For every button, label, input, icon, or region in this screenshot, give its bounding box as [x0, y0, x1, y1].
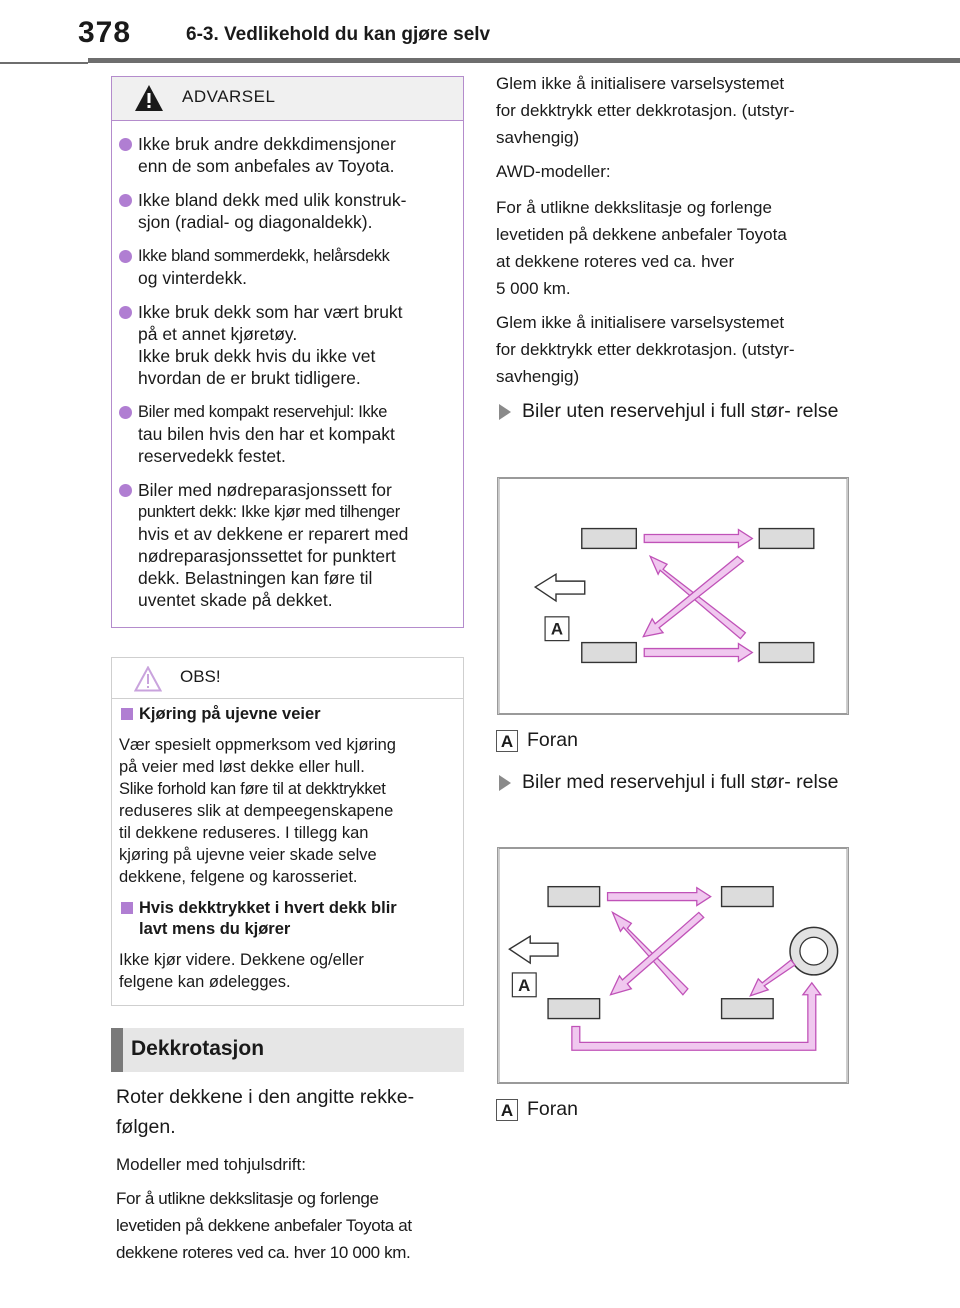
rotation-intro — [116, 1082, 466, 1142]
text-line: hvis et av dekkene er reparert med — [138, 524, 409, 544]
key-a-badge: A — [496, 1099, 518, 1121]
bullet-dot-icon — [119, 306, 132, 319]
text-line: Hvis dekktrykket i hvert dekk blir — [139, 899, 397, 917]
case-marker-icon — [499, 404, 511, 420]
text-line: Ikke bruk andre dekkdimensjoner — [138, 134, 396, 154]
text-line: Biler med reservehjul i full stør- — [522, 771, 791, 793]
text-line: for dekktrykk etter dekkrotasjon. (utstyr- — [496, 101, 795, 120]
tire-front-left — [582, 529, 637, 549]
text-line: felgene kan ødelegges. — [119, 973, 291, 991]
text-line: på et annet kjøretøy. — [138, 324, 298, 344]
text-line: Glem ikke å initialisere varselsystemet — [496, 313, 785, 332]
text-line: Biler uten reservehjul i full stør- — [522, 400, 791, 422]
text-line: Biler med kompakt reservehjul: Ikke — [138, 403, 388, 421]
warning-item — [112, 479, 463, 611]
tire-rear-right — [722, 999, 774, 1019]
rotation-diagram-with-spare — [497, 847, 849, 1084]
square-bullet-icon — [121, 708, 133, 720]
case-2-heading — [522, 767, 862, 797]
text-line: nødreparasjonssettet for punktert — [138, 546, 396, 566]
tire-front-right — [759, 529, 814, 549]
text-line: dekkene roteres ved ca. hver 10 000 km. — [116, 1243, 411, 1262]
text-line: følgen. — [116, 1116, 176, 1138]
case-marker-icon — [499, 775, 511, 791]
key-a-text: Foran — [527, 729, 578, 751]
tire-rear-right — [759, 643, 814, 663]
tire-rear-left — [548, 999, 600, 1019]
warning-list — [112, 121, 463, 611]
tire-front-left — [548, 887, 600, 907]
text-line: Roter dekkene i den angitte rekke- — [116, 1086, 415, 1108]
key-a-badge: A — [496, 730, 518, 752]
text-line: For å utlikne dekkslitasje og forlenge — [496, 198, 772, 217]
text-line: For å utlikne dekkslitasje og forlenge — [116, 1189, 379, 1208]
tpms-note-1 — [496, 70, 856, 151]
text-line: savhengig) — [496, 367, 580, 386]
text-line: Ikke bland sommerdekk, helårsdekk — [138, 247, 390, 265]
text-line: sjon (radial- og diagonaldekk). — [138, 212, 373, 232]
bullet-dot-icon — [119, 250, 132, 263]
text-line: relse — [796, 400, 839, 422]
tpms-note-2 — [496, 309, 856, 390]
text-line: tau bilen hvis den har et kompakt — [138, 424, 395, 444]
text-line: punktert dekk: Ikke kjør med tilhenger — [138, 503, 400, 521]
notice-title: OBS! — [180, 667, 221, 686]
page-number: 378 — [78, 16, 132, 49]
text-line: Ikke bruk dekk hvis du ikke vet — [138, 346, 376, 366]
text-line: Slike forhold kan føre til at dekktrykket — [119, 780, 386, 798]
rotation-heading — [111, 1028, 464, 1072]
text-line: dekk. Belastningen kan føre til — [138, 568, 373, 588]
warning-header — [112, 77, 463, 121]
text-line: på veier med løst dekke eller hull. — [119, 758, 365, 776]
notice-subheading — [119, 898, 457, 940]
text-line: savhengig) — [496, 128, 580, 147]
text-line: reservedekk festet. — [138, 446, 286, 466]
warning-item — [112, 133, 463, 177]
rotation-heading-text: Dekkrotasjon — [131, 1037, 265, 1060]
awd-text — [496, 194, 856, 302]
notice-subheading — [119, 704, 457, 725]
heading-bar — [111, 1028, 123, 1072]
bullet-dot-icon — [119, 194, 132, 207]
text-line: lavt mens du kjører — [139, 920, 291, 938]
text-line: kjøring på ujevne veier skade selve — [119, 846, 377, 864]
warning-item — [112, 245, 463, 289]
warning-triangle-icon — [134, 84, 164, 112]
text-line: at dekkene roteres ved ca. hver — [496, 252, 735, 271]
text-line: Vær spesielt oppmerksom ved kjøring — [119, 736, 396, 754]
notice-paragraph — [119, 949, 457, 993]
tire-front-right — [722, 887, 774, 907]
text-line: levetiden på dekkene anbefaler Toyota at — [116, 1216, 412, 1235]
two-wd-text — [116, 1185, 466, 1266]
notice-paragraph — [119, 734, 457, 888]
text-line: Glem ikke å initialisere varselsystemet — [496, 74, 785, 93]
warning-title: ADVARSEL — [182, 87, 276, 106]
key-a-label: A — [550, 619, 564, 639]
text-line: dekkene, felgene og karosseriet. — [119, 868, 358, 886]
text-line: til dekkene reduseres. I tillegg kan — [119, 824, 369, 842]
notice-box — [111, 657, 464, 1006]
text-line: Biler med nødreparasjonssett for — [138, 480, 392, 500]
text-line: uventet skade på dekket. — [138, 590, 333, 610]
text-line: Ikke kjør videre. Dekkene og/eller — [119, 951, 364, 969]
section-title: 6-3. Vedlikehold du kan gjøre selv — [186, 24, 491, 45]
text-line: for dekktrykk etter dekkrotasjon. (utstyr- — [496, 340, 795, 359]
text-line: reduseres slik at dempeegenskapene — [119, 802, 394, 820]
warning-item — [112, 189, 463, 233]
bullet-dot-icon — [119, 484, 132, 497]
text-line: Ikke bruk dekk som har vært brukt — [138, 302, 403, 322]
tire-rear-left — [582, 643, 637, 663]
warning-box — [111, 76, 464, 628]
notice-header — [112, 658, 463, 699]
bullet-dot-icon — [119, 138, 132, 151]
header-rule — [88, 58, 960, 63]
text-line: 5 000 km. — [496, 279, 571, 298]
caution-triangle-icon — [134, 666, 162, 692]
text-line: relse — [796, 771, 839, 793]
text-line: Ikke bland dekk med ulik konstruk- — [138, 190, 407, 210]
square-bullet-icon — [121, 902, 133, 914]
text-line: levetiden på dekkene anbefaler Toyota — [496, 225, 787, 244]
text-line: hvordan de er brukt tidligere. — [138, 368, 361, 388]
key-a-text: Foran — [527, 1098, 578, 1120]
text-line: enn de som anbefales av Toyota. — [138, 156, 395, 176]
warning-item — [112, 301, 463, 389]
rotation-diagram-no-spare — [497, 477, 849, 715]
bullet-dot-icon — [119, 406, 132, 419]
notice-content — [119, 704, 457, 993]
header-rule-left — [0, 62, 88, 64]
text-line: Kjøring på ujevne veier — [139, 705, 321, 723]
spare-tire-hub — [800, 937, 828, 965]
awd-label: AWD-modeller: — [496, 162, 611, 181]
two-wd-label: Modeller med tohjulsdrift: — [116, 1155, 306, 1174]
case-1-heading — [522, 396, 862, 426]
text-line: og vinterdekk. — [138, 268, 247, 288]
warning-item — [112, 401, 463, 467]
key-a-label: A — [518, 975, 531, 995]
